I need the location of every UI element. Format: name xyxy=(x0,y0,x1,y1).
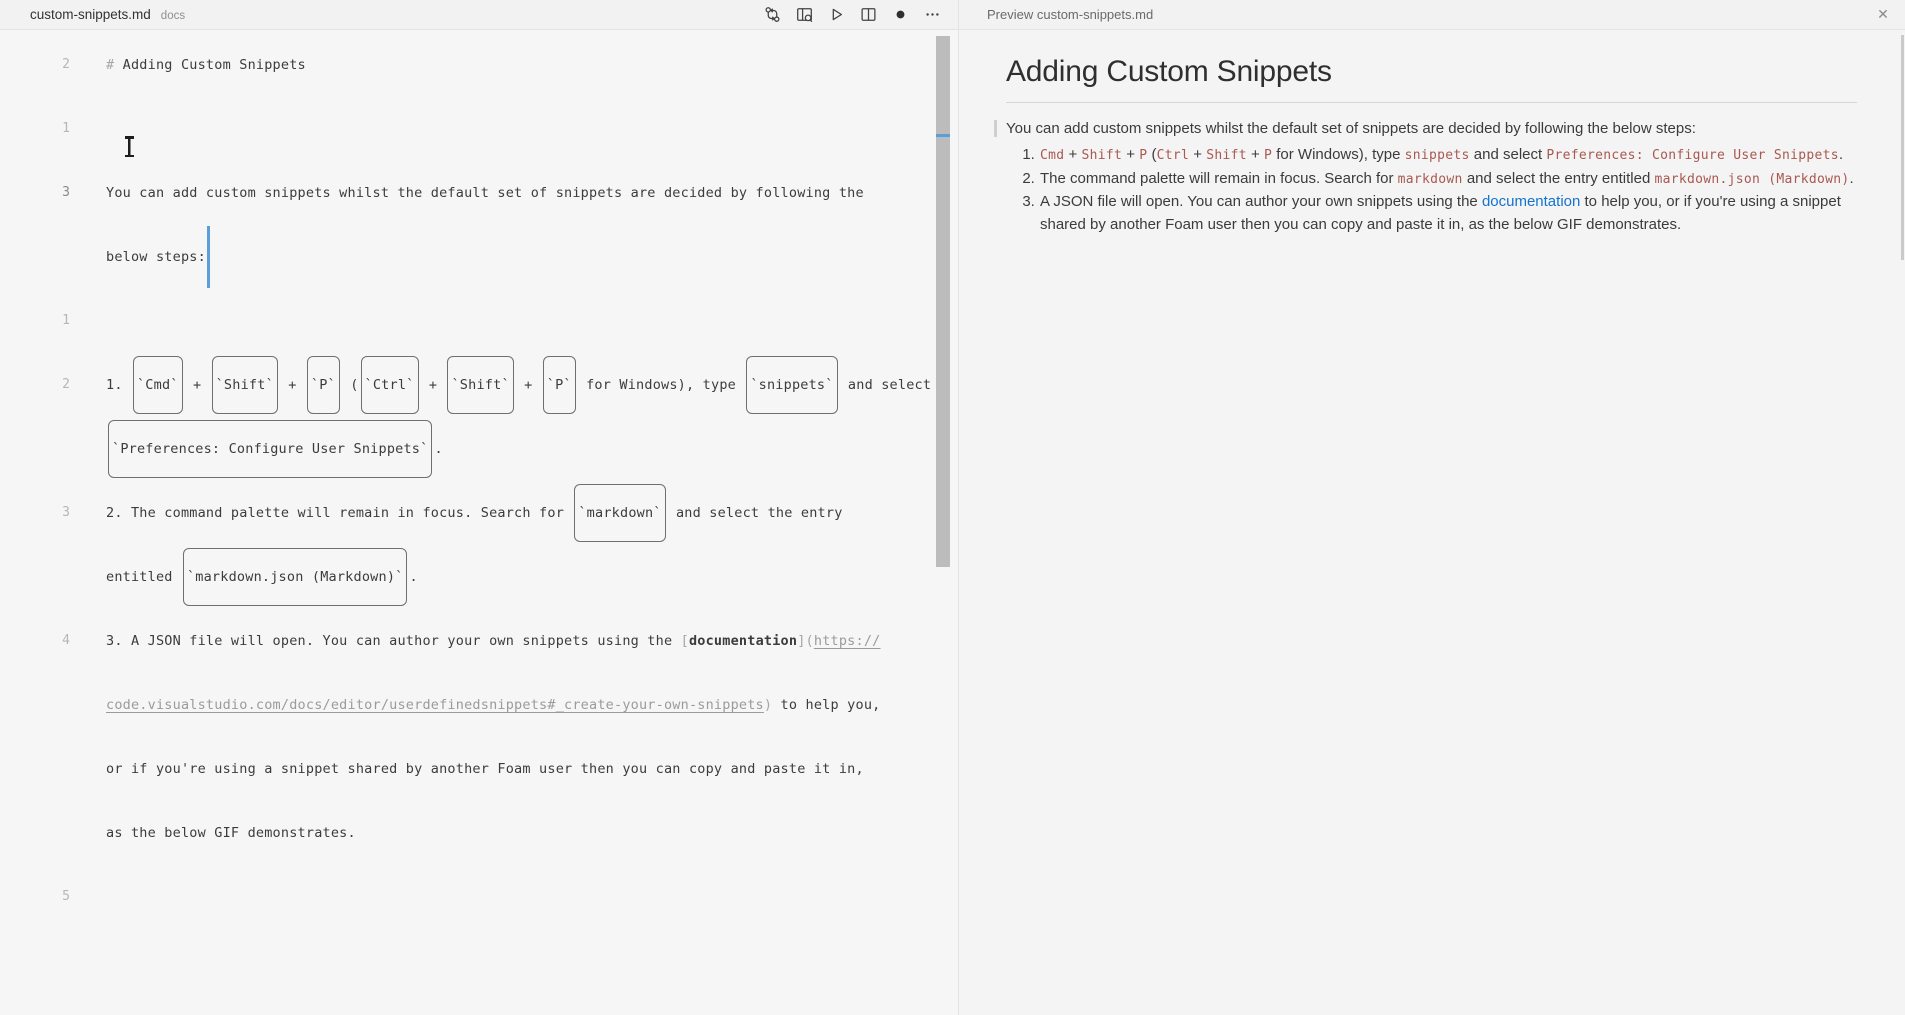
text-segment-text: for Windows), type xyxy=(1272,146,1405,163)
preview-list-item xyxy=(1039,168,1857,192)
editor-line-content[interactable] xyxy=(106,33,306,97)
line-number xyxy=(0,673,70,737)
text-segment-code: markdown.json (Markdown) xyxy=(1654,171,1850,187)
text-segment-text: to help you, xyxy=(772,697,881,713)
mouse-ibeam-cursor xyxy=(124,136,135,157)
text-segment-code: `Shift` xyxy=(212,356,278,414)
line-number: 5 xyxy=(62,889,70,904)
editor-line[interactable] xyxy=(0,865,958,929)
text-segment-text: ( xyxy=(341,377,359,393)
text-segment-text: 2. The command palette will remain in focus. Search for xyxy=(106,505,573,521)
editor-line[interactable] xyxy=(0,289,958,353)
preview-scrollbar[interactable] xyxy=(1901,35,1904,260)
tab-path-label: docs xyxy=(160,10,186,22)
text-segment-text: + xyxy=(279,377,305,393)
more-actions-icon[interactable] xyxy=(921,3,944,26)
text-segment-url: https:// xyxy=(813,633,881,649)
text-segment-text: 3. A JSON file will open. You can author your own snippets using the xyxy=(106,633,681,649)
editor-line[interactable] xyxy=(0,353,958,417)
text-segment-text: . xyxy=(409,569,418,585)
unsaved-dot-icon[interactable] xyxy=(889,3,912,26)
text-segment-punct: # xyxy=(106,57,123,73)
text-segment-code: `P` xyxy=(307,356,340,414)
preview-header xyxy=(959,0,1905,30)
text-segment-code: P xyxy=(1139,148,1148,163)
text-segment-text: + xyxy=(420,377,446,393)
text-segment-text: as the below GIF demonstrates. xyxy=(106,825,356,841)
text-segment-code: `P` xyxy=(543,356,576,414)
editor-line-content[interactable] xyxy=(106,417,443,481)
editor-line[interactable] xyxy=(0,481,958,545)
text-segment-text: and select the entry entitled xyxy=(1462,169,1655,187)
close-icon[interactable]: ✕ xyxy=(1869,0,1897,29)
text-segment-text: + xyxy=(1246,146,1264,163)
text-segment-code: `markdown` xyxy=(574,484,665,542)
text-segment-text: 1. xyxy=(106,377,131,393)
preview-title: Preview custom-snippets.md xyxy=(987,7,1154,22)
text-segment-code: Shift xyxy=(1081,148,1123,163)
overview-ruler-cursor-mark xyxy=(936,134,950,137)
line-number xyxy=(0,417,70,481)
documentation-link[interactable]: documentation xyxy=(1481,193,1581,210)
editor-line-content[interactable] xyxy=(106,609,881,673)
text-segment-punct: ) xyxy=(763,697,773,713)
text-segment-text: + xyxy=(1189,146,1207,163)
text-segment-code: `Cmd` xyxy=(133,356,183,414)
text-caret xyxy=(207,226,210,288)
text-segment-text: + xyxy=(1122,146,1140,163)
open-preview-icon[interactable] xyxy=(793,3,816,26)
text-segment-punct: [ xyxy=(680,633,689,649)
text-segment-text: . xyxy=(1849,169,1854,187)
text-segment-text: or if you're using a snippet shared by another Foam user then you can copy and paste it in, xyxy=(106,761,864,777)
editor-line[interactable] xyxy=(0,161,958,225)
preview-ordered-list xyxy=(1006,144,1857,236)
text-segment-code: `markdown.json (Markdown)` xyxy=(183,548,408,606)
editor-line-content[interactable] xyxy=(106,353,931,417)
editor-line-content[interactable] xyxy=(106,161,864,225)
line-number xyxy=(0,801,70,865)
compare-changes-icon[interactable] xyxy=(761,3,784,26)
preview-pane xyxy=(958,0,1905,1015)
line-number xyxy=(0,545,70,609)
text-segment-linklabel: documentation xyxy=(688,633,798,649)
text-segment-code: P xyxy=(1263,148,1273,163)
editor-line[interactable] xyxy=(0,673,958,737)
text-segment-text: . xyxy=(434,441,443,457)
preview-intro-paragraph: You can add custom snippets whilst the default set of snippets are decided by following the below steps: xyxy=(994,120,1857,137)
editor-line-content[interactable] xyxy=(106,673,880,737)
editor-line[interactable] xyxy=(0,97,958,161)
line-number: 1 xyxy=(62,121,70,136)
text-segment-url: code.visualstudio.com/docs/editor/userdefinedsnippets#_create-your-own-snippets xyxy=(106,697,764,713)
text-segment-text: + xyxy=(184,377,210,393)
text-segment-code: markdown xyxy=(1397,171,1463,187)
text-segment-code: snippets xyxy=(1404,148,1470,163)
text-segment-text: and select xyxy=(839,377,932,393)
editor-tab-bar xyxy=(0,0,958,30)
editor-line-content[interactable] xyxy=(106,737,864,801)
text-segment-code: Shift xyxy=(1206,148,1247,163)
text-segment-punct: ]( xyxy=(797,633,814,649)
text-segment-text: Adding Custom Snippets xyxy=(122,57,306,73)
text-segment-code: `Preferences: Configure User Snippets` xyxy=(108,420,432,478)
line-number: 1 xyxy=(62,313,70,328)
editor-line[interactable] xyxy=(0,417,958,481)
line-number: 2 xyxy=(62,57,70,72)
text-segment-text: . xyxy=(1838,146,1844,163)
text-segment-text: entitled xyxy=(106,569,181,585)
editor-line-content[interactable] xyxy=(106,225,210,289)
editor-toolbar xyxy=(761,3,958,26)
editor-line[interactable] xyxy=(0,225,958,289)
text-segment-text: and select the entry xyxy=(667,505,843,521)
line-number xyxy=(0,225,70,289)
tab-filename: custom-snippets.md xyxy=(30,7,151,22)
text-segment-text: and select xyxy=(1469,146,1547,163)
text-segment-text: ( xyxy=(1147,146,1157,163)
text-segment-text: A JSON file will open. You can author your own snippets using the xyxy=(1040,193,1482,210)
text-segment-code: `snippets` xyxy=(746,356,837,414)
editor-line-content[interactable] xyxy=(106,481,843,545)
text-segment-code: `Shift` xyxy=(447,356,513,414)
editor-lines xyxy=(0,33,958,929)
editor-line-content[interactable] xyxy=(106,801,356,865)
text-segment-code: Ctrl xyxy=(1156,148,1190,163)
text-segment-text: + xyxy=(515,377,541,393)
preview-body xyxy=(959,30,1905,236)
line-number: 2 xyxy=(62,377,70,392)
line-number: 3 xyxy=(62,505,70,520)
split-editor-icon[interactable] xyxy=(857,3,880,26)
editor-line[interactable] xyxy=(0,609,958,673)
preview-list-item xyxy=(1039,144,1857,168)
editor-line[interactable] xyxy=(0,801,958,865)
line-number: 4 xyxy=(62,633,70,648)
editor-line[interactable] xyxy=(0,545,958,609)
text-segment-code: Preferences: Configure User Snippets xyxy=(1546,148,1839,163)
preview-heading: Adding Custom Snippets xyxy=(1006,55,1857,103)
tab-custom-snippets[interactable] xyxy=(30,7,185,22)
editor-line[interactable] xyxy=(0,737,958,801)
line-number: 3 xyxy=(62,185,70,200)
run-icon[interactable] xyxy=(825,3,848,26)
text-segment-code: Cmd xyxy=(1040,148,1065,163)
text-segment-text: below steps: xyxy=(106,249,206,265)
editor-line-content[interactable] xyxy=(106,545,418,609)
line-number xyxy=(0,737,70,801)
text-segment-text: for Windows), type xyxy=(577,377,745,393)
editor-line[interactable] xyxy=(0,33,958,97)
editor-scrollbar[interactable] xyxy=(936,36,950,1015)
text-segment-text: The command palette will remain in focus. Search for xyxy=(1040,169,1398,187)
scrollbar-thumb[interactable] xyxy=(936,36,950,567)
text-segment-code: `Ctrl` xyxy=(361,356,419,414)
text-segment-text: + xyxy=(1064,146,1082,163)
text-segment-text: to help you, or if you're using a snippet shared by another Foam user then you can copy and paste it in, as the below GIF demonstrates. xyxy=(1040,193,1841,233)
text-segment-text: You can add custom snippets whilst the default set of snippets are decided by following the xyxy=(106,185,864,201)
editor-body[interactable] xyxy=(0,31,958,1015)
preview-list-item xyxy=(1039,191,1857,236)
